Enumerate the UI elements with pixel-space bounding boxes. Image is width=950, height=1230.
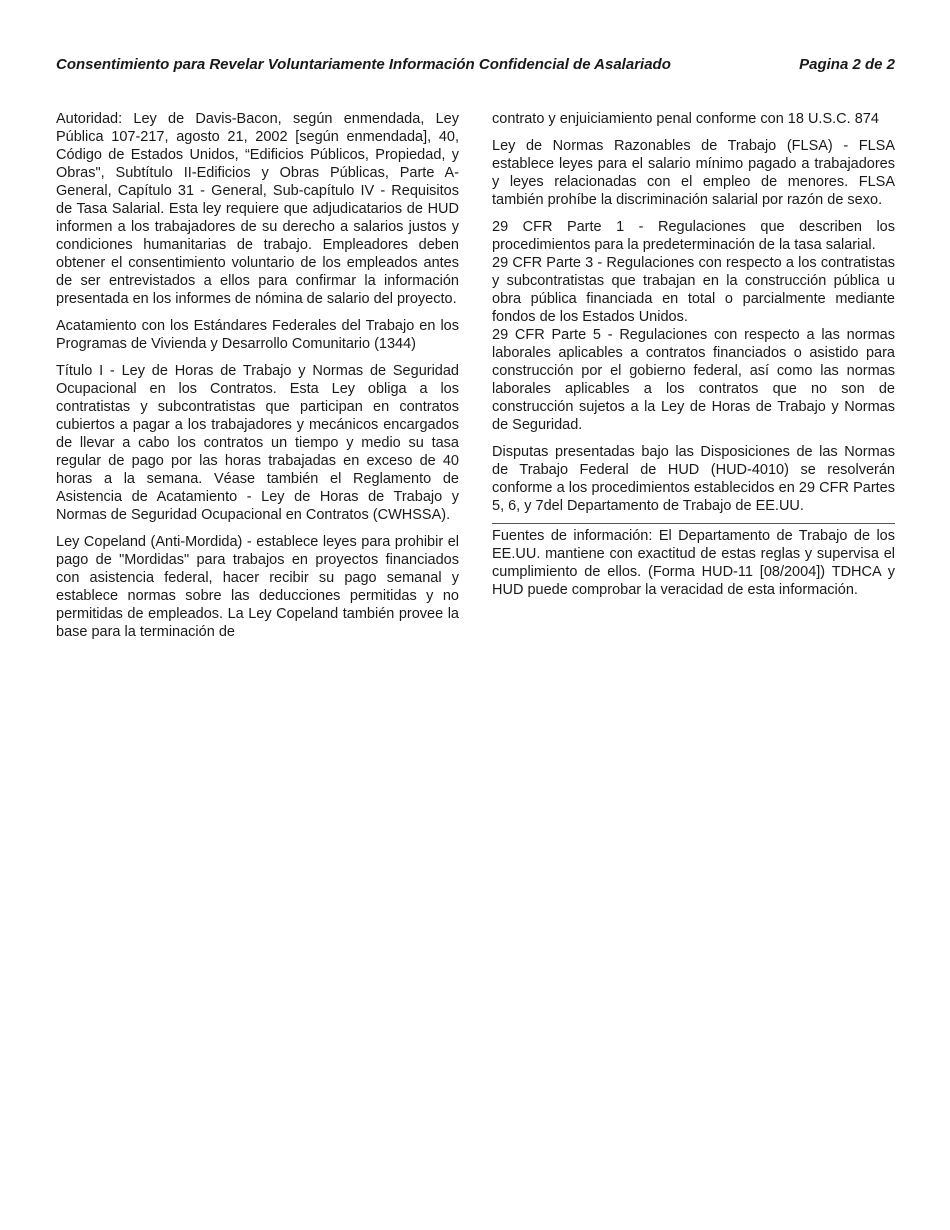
paragraph-cfr-part-1: 29 CFR Parte 1 - Regulaciones que describen los procedimientos para la predeterminación de la tasa salarial. bbox=[492, 219, 895, 253]
left-column bbox=[56, 110, 459, 650]
section-divider bbox=[492, 523, 895, 524]
paragraph-copeland: Ley Copeland (Anti-Mordida) - establece leyes para prohibir el pago de "Mordidas" para trabajos en proyectos financiados con asistencia federal, hacer recibir su pago semanal y establece normas sobre las deducciones permitidas y no permitidas de empleados. La Ley Copeland también provee la base para la terminación de bbox=[56, 534, 459, 640]
paragraph-cfr-part-3: 29 CFR Parte 3 - Regulaciones con respecto a los contratistas y subcontratistas que trabajan en la construcción pública u obra pública financiada en total o parcialmente mediante fondos de los Estados Unidos. bbox=[492, 255, 895, 325]
paragraph-cfr-part-5: 29 CFR Parte 5 - Regulaciones con respecto a las normas laborales aplicables a contratos financiados o asistido para construcción por el gobierno federal, así como las normas laborales aplicables a los contratos que no son de construcción sujetos a la Ley de Horas de Trabajo y Normas de Seguridad. bbox=[492, 327, 895, 433]
paragraph-contract-continuation: contrato y enjuiciamiento penal conforme con 18 U.S.C. 874 bbox=[492, 111, 879, 127]
paragraph-title-one: Título I - Ley de Horas de Trabajo y Normas de Seguridad Ocupacional en los Contratos. Esta Ley obliga a los contratistas y subcontratistas que participan en contratos cubiertos a pagar a los trabajadores y mecánicos encargados de llevar a cabo los contratos un tiempo y medio su tasa regular de pago por las horas trabajadas en exceso de 40 horas a la semana. Véase también el Reglamento de Asistencia de Acatamiento - Ley de Horas de Trabajo y Normas de Seguridad Ocupacional en Contratos (CWHSSA). bbox=[56, 363, 459, 523]
paragraph-sources: Fuentes de información: El Departamento de Trabajo de los EE.UU. mantiene con exactitud de estas reglas y supervisa el cumplimiento de ellos. (Forma HUD-11 [08/2004]) TDHCA y HUD puede comprobar la veracidad de esta información. bbox=[492, 528, 895, 598]
document-title: Consentimiento para Revelar Voluntariamente Información Confidencial de Asalariado bbox=[56, 56, 671, 73]
paragraph-flsa: Ley de Normas Razonables de Trabajo (FLSA) - FLSA establece leyes para el salario mínimo pagado a trabajadores y leyes relacionadas con el empleo de menores. FLSA también prohíbe la discriminación salarial por razón de sexo. bbox=[492, 138, 895, 208]
page-header bbox=[56, 56, 895, 74]
right-column bbox=[492, 110, 895, 608]
page-number: Pagina 2 de 2 bbox=[799, 56, 895, 73]
paragraph-authority: Autoridad: Ley de Davis-Bacon, según enmendada, Ley Pública 107-217, agosto 21, 2002 [según enmendada], 40, Código de Estados Unidos, “Edificios Públicos, Propiedad, y Obras", Subtítulo II-Edificios y Obras Públicas, Parte A-General, Capítulo 31 - General, Sub-capítulo IV - Requisitos de Tasa Salarial. Esta ley requiere que adjudicatarios de HUD informen a los trabajadores de su derecho a salarios justos y condiciones humanitarias de trabajo. Empleadores deben obtener el consentimiento voluntario de los empleados antes de ser entrevistados a ellos para confirmar la información presentada en los informes de nómina de salario del proyecto. bbox=[56, 111, 459, 307]
paragraph-disputes: Disputas presentadas bajo las Disposiciones de las Normas de Trabajo Federal de HUD (HUD-4010) se resolverán conforme a los procedimientos establecidos en 29 CFR Partes 5, 6, y 7del Departamento de Trabajo de EE.UU. bbox=[492, 444, 895, 514]
paragraph-compliance: Acatamiento con los Estándares Federales del Trabajo en los Programas de Vivienda y Desarrollo Comunitario (1344) bbox=[56, 318, 459, 352]
